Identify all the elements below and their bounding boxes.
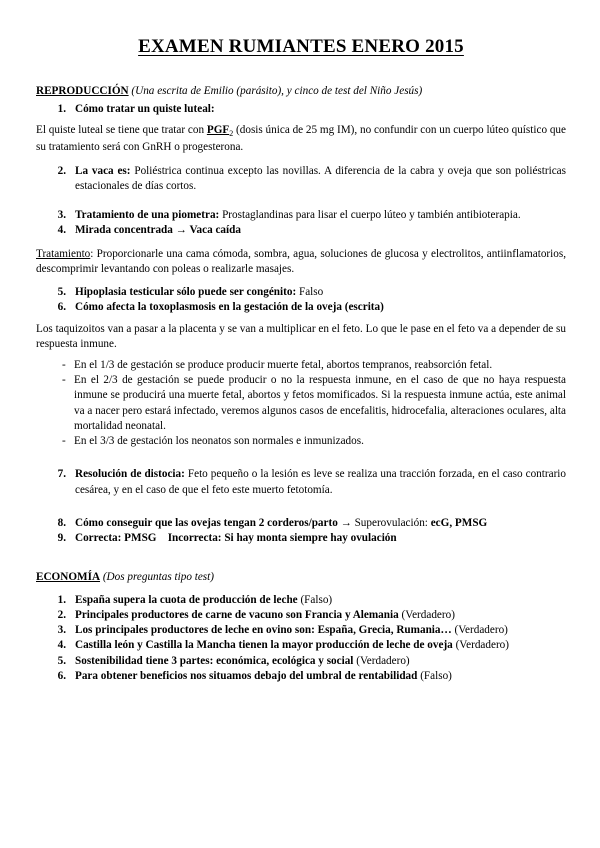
question-text: → Superovulación: <box>337 516 431 529</box>
question-answer: (Verdadero) <box>398 608 455 621</box>
question-label: Cómo afecta la toxoplasmosis en la gestación de la oveja (escrita) <box>75 301 384 314</box>
question-number: 7. <box>57 468 66 481</box>
question-text: Prostaglandinas para lisar el cuerpo lúteo y también antibioterapia. <box>219 209 521 222</box>
reproduccion-heading <box>36 84 566 99</box>
list-item <box>36 434 566 449</box>
question-text: Feto pequeño o la lesión es leve se realiza una tracción forzada, en el caso contrario cesárea, y en el caso de que el feto este muerto fetotomía. <box>75 468 566 496</box>
question-label: Cómo tratar un quiste luteal: <box>75 103 215 116</box>
question-number: 8. <box>57 516 66 529</box>
incorrect-label: Incorrecta: <box>167 532 222 545</box>
tratamiento-paragraph <box>36 247 566 277</box>
bullet-marker: - <box>62 435 66 448</box>
bullet-marker: - <box>62 374 66 387</box>
question-answer: (Falso) <box>417 669 452 682</box>
question-answer: ecG, PMSG <box>430 516 488 529</box>
pgf-subscript: 2 <box>229 129 234 139</box>
page-title: EXAMEN RUMIANTES ENERO 2015 <box>138 36 464 57</box>
question-answer: (Verdadero) <box>452 639 509 652</box>
question-4 <box>36 223 566 238</box>
question-number: 1. <box>57 103 66 116</box>
question-number: 2. <box>57 608 66 621</box>
q6-answer: Los taquizoitos van a pasar a la placenta y se van a multiplicar en el feto. Lo que le pase en el feto va a depender de su respuesta inmune. <box>36 322 566 350</box>
question-number: 4. <box>57 639 66 652</box>
question-label: Hipoplasia testicular sólo puede ser congénito: <box>75 286 297 299</box>
question-label: Mirada concentrada → Vaca caída <box>75 224 241 237</box>
question-1 <box>36 102 566 117</box>
question-number: 4. <box>57 224 66 237</box>
question-number: 6. <box>57 301 66 314</box>
economia-item <box>36 608 566 623</box>
question-answer: Si hay monta siempre hay ovulación <box>221 532 397 545</box>
economia-item <box>36 593 566 608</box>
economia-heading <box>36 570 566 585</box>
reproduccion-note: (Una escrita de Emilio (parásito), y cinco de test del Niño Jesús) <box>131 84 423 97</box>
economia-item <box>36 669 566 684</box>
bullet-marker: - <box>62 358 66 371</box>
list-item <box>36 373 566 434</box>
list-item <box>36 358 566 373</box>
document-page <box>36 34 566 684</box>
bullet-text: En el 1/3 de gestación se produce producir muerte fetal, abortos tempranos, reabsorción fetal. <box>74 358 493 371</box>
economia-item <box>36 654 566 669</box>
q1-answer-post: (dosis única de 25 mg IM), no confundir con un cuerpo lúteo quístico que su tratamiento será con GnRH o progesterona. <box>36 124 566 154</box>
economia-item <box>36 623 566 638</box>
question-answer: (Falso) <box>297 593 333 606</box>
question-7 <box>36 467 566 497</box>
question-number: 3. <box>57 209 66 222</box>
question-number: 2. <box>57 164 66 177</box>
question-number: 6. <box>57 669 66 682</box>
question-number: 3. <box>57 624 66 637</box>
question-2 <box>36 164 566 194</box>
question-text: Poliéstrica continua excepto las novillas. A diferencia de la cabra y oveja que son poliéstricas estacionales de días cortos. <box>75 164 566 192</box>
q1-answer-pre: El quiste luteal se tiene que tratar con <box>36 124 207 137</box>
economia-item <box>36 638 566 653</box>
question-label: Principales productores de carne de vacuno son Francia y Alemania <box>75 608 399 621</box>
tratamiento-text: : Proporcionarle una cama cómoda, sombra, agua, soluciones de glucosa y electrolitos, antiinflamatorios, descomprimir levantando con poleas o realizarle masajes. <box>36 247 566 275</box>
question-label: La vaca es: <box>75 164 131 177</box>
question-number: 1. <box>57 593 66 606</box>
question-number: 9. <box>57 532 66 545</box>
question-3 <box>36 208 566 223</box>
question-label: Los principales productores de leche en ovino son: España, Grecia, Rumania… <box>75 624 452 637</box>
question-8 <box>36 516 566 531</box>
economia-note: (Dos preguntas tipo test) <box>102 571 214 584</box>
bullet-text: En el 2/3 de gestación se puede producir o no la respuesta inmune, en el caso de que no haya respuesta inmune se producirá una muerte fetal, abortos y fetos momificados. Si la respuesta inmune actúa, este animal va a nacer pero estará infectado, veremos algunos casos de encefalitis, hidrocefalia, alteraciones oculares, alta mortalidad neonatal. <box>74 374 566 432</box>
economia-heading-label: ECONOMÍA <box>36 571 101 584</box>
question-label: Tratamiento de una piometra: <box>75 209 220 222</box>
question-label: Sostenibilidad tiene 3 partes: económica, ecológica y social <box>75 654 354 667</box>
correct-label: Correcta: PMSG <box>75 532 157 545</box>
question-answer: (Verdadero) <box>451 624 508 637</box>
question-label: Resolución de distocia: <box>75 468 185 481</box>
question-label: Para obtener beneficios nos situamos debajo del umbral de rentabilidad <box>75 669 418 682</box>
question-answer: (Verdadero) <box>353 654 410 667</box>
question-number: 5. <box>57 286 66 299</box>
tratamiento-label: Tratamiento <box>36 247 91 260</box>
question-label: Cómo conseguir que las ovejas tengan 2 corderos/parto <box>75 516 338 529</box>
pgf-term: PGF <box>206 124 230 137</box>
question-5 <box>36 285 566 300</box>
q1-answer <box>36 123 566 155</box>
question-text: Falso <box>296 286 324 299</box>
bullet-text: En el 3/3 de gestación los neonatos son normales e inmunizados. <box>74 435 364 448</box>
question-6 <box>36 300 566 315</box>
reproduccion-heading-label: REPRODUCCIÓN <box>36 84 129 97</box>
question-label: Castilla león y Castilla la Mancha tienen la mayor producción de leche de oveja <box>75 639 453 652</box>
question-number: 5. <box>57 654 66 667</box>
question-label: España supera la cuota de producción de leche <box>75 593 298 606</box>
question-9 <box>36 531 566 546</box>
